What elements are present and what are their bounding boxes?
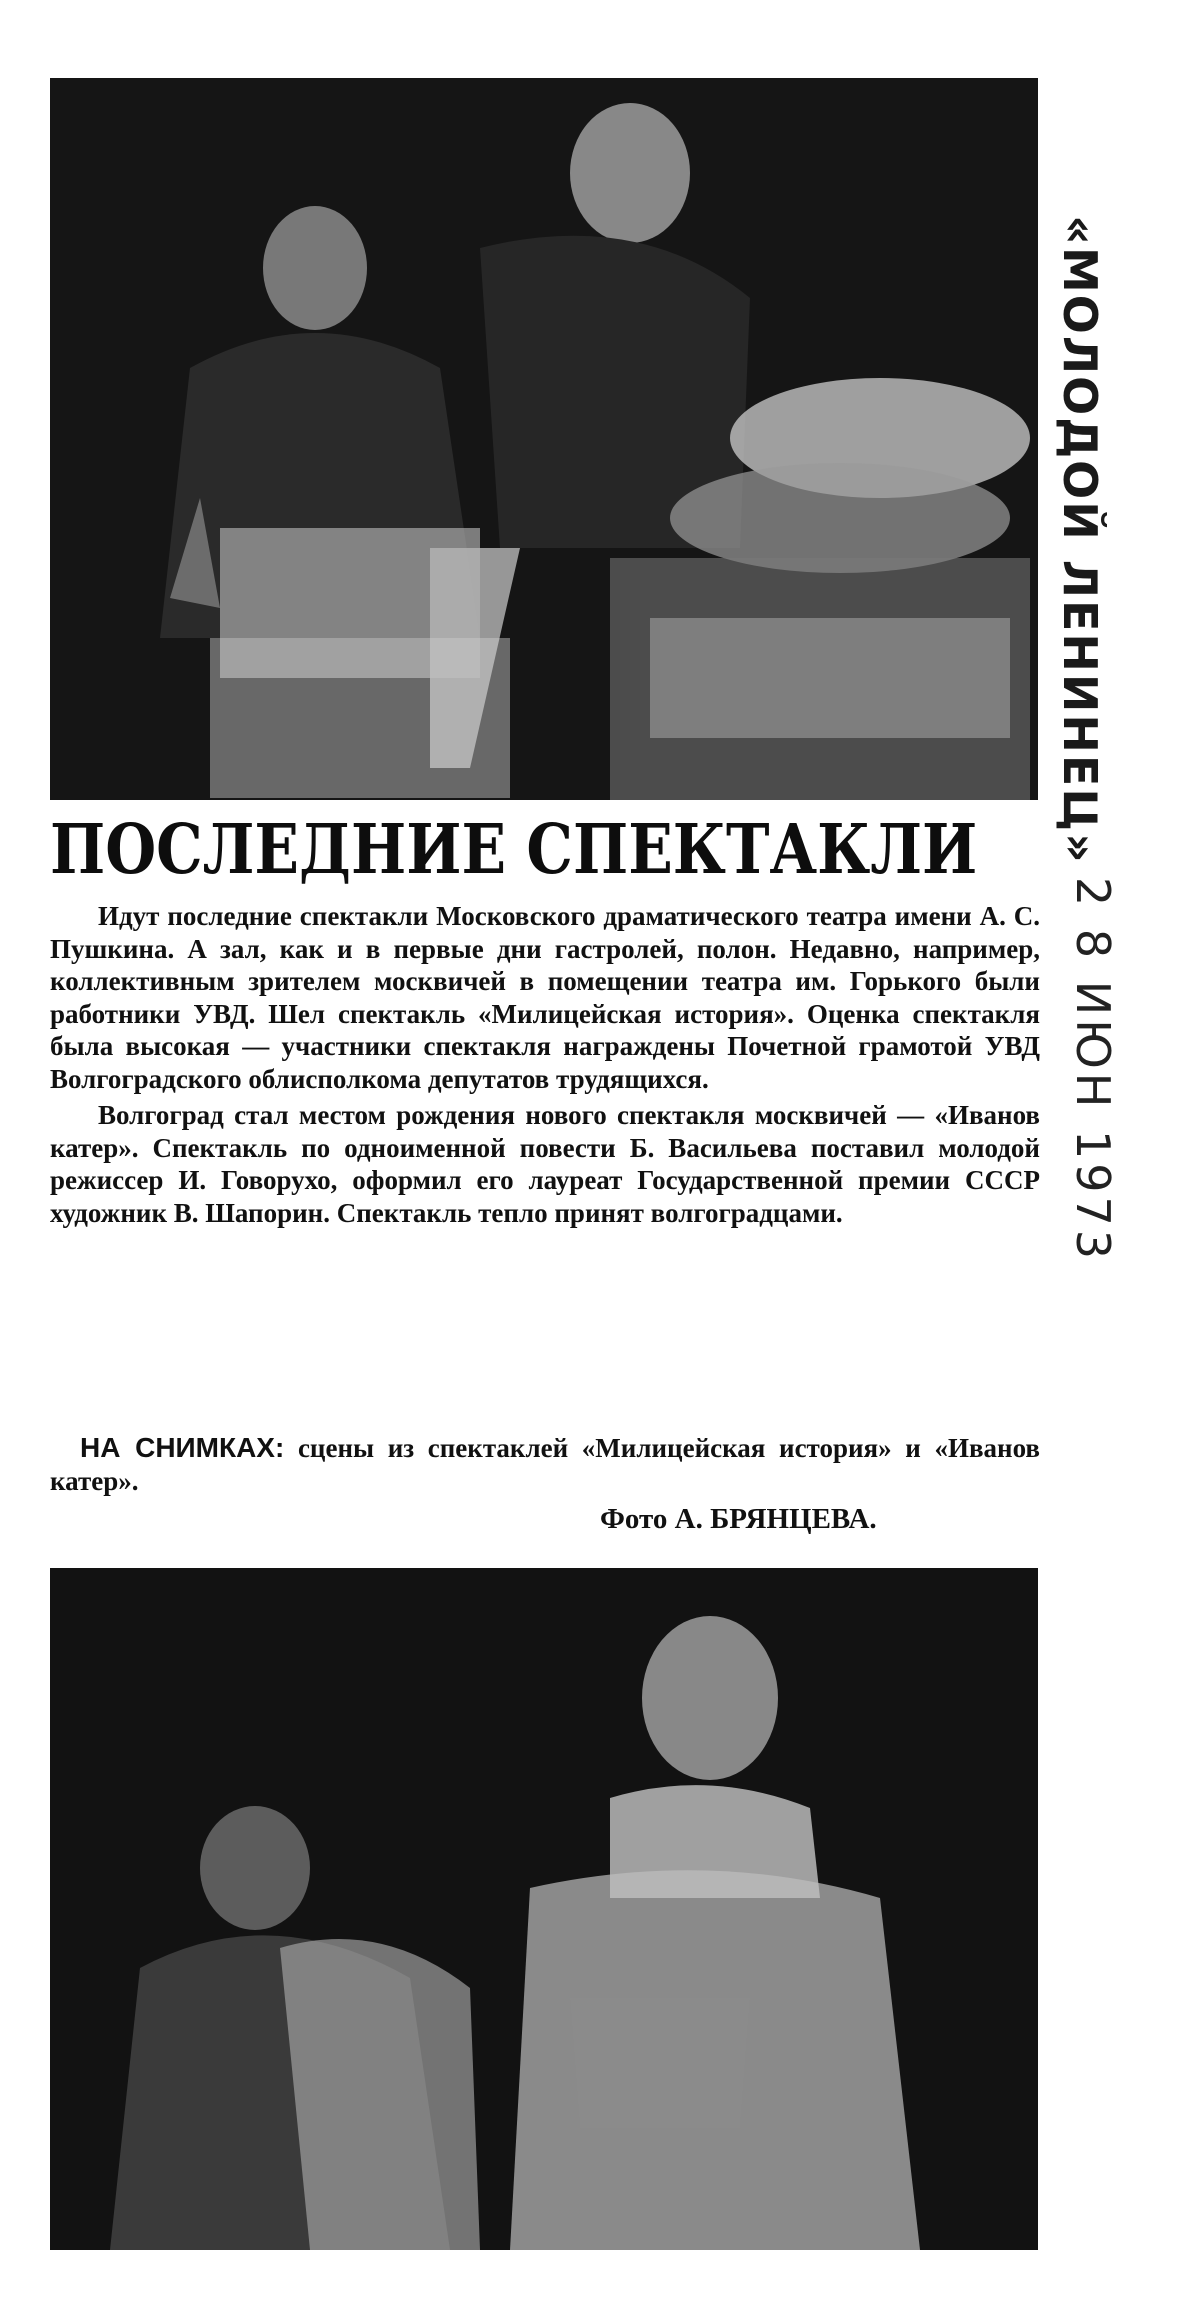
photo-caption [50, 1432, 1040, 1497]
publication-stamp-text: «МОЛОДОЙ ЛЕНИНЕЦ» [1053, 215, 1107, 865]
caption-lead: НА СНИМКАХ: [80, 1432, 285, 1463]
article-paragraph-2: Волгоград стал местом рождения нового спектакля москвичей — «Иванов катер». Спектакль по одноименной повести Б. Васильева поставил молодой режиссер И. Говорухо, оформил его лауреат Государственной премии СССР художник В. Шапорин. Спектакль тепло принят волгоградцами. [50, 1100, 1040, 1228]
date-stamp-text: 2 8 ИЮН 1973 [1066, 876, 1120, 1264]
article-headline: ПОСЛЕДНИЕ СПЕКТАКЛИ [50, 810, 978, 890]
photo-bottom [50, 1568, 1038, 2250]
article-body [50, 900, 1040, 1229]
photo-credit: Фото А. БРЯНЦЕВА. [600, 1503, 877, 1535]
photo-top [50, 78, 1038, 800]
caption-text: сцены из спектаклей «Милицейская история» и «Иванов катер». [50, 1433, 1041, 1496]
photo-bottom-scene [50, 1568, 1038, 2250]
date-stamp [1058, 876, 1128, 1264]
article-paragraph-1: Идут последние спектакли Московского драматического театра имени А. С. Пушкина. А зал, как и в первые дни гастролей, полон. Недавно, например, коллективным зрителем москвичей в помещении театра им. Горького были работники УВД. Шел спектакль «Милицейская история». Оценка спектакля была высокая — участники спектакля награждены Почетной грамотой УВД Волгоградского облисполкома депутатов трудящихся. [50, 901, 1040, 1094]
photo-top-scene [50, 78, 1038, 800]
publication-stamp [1040, 215, 1120, 865]
